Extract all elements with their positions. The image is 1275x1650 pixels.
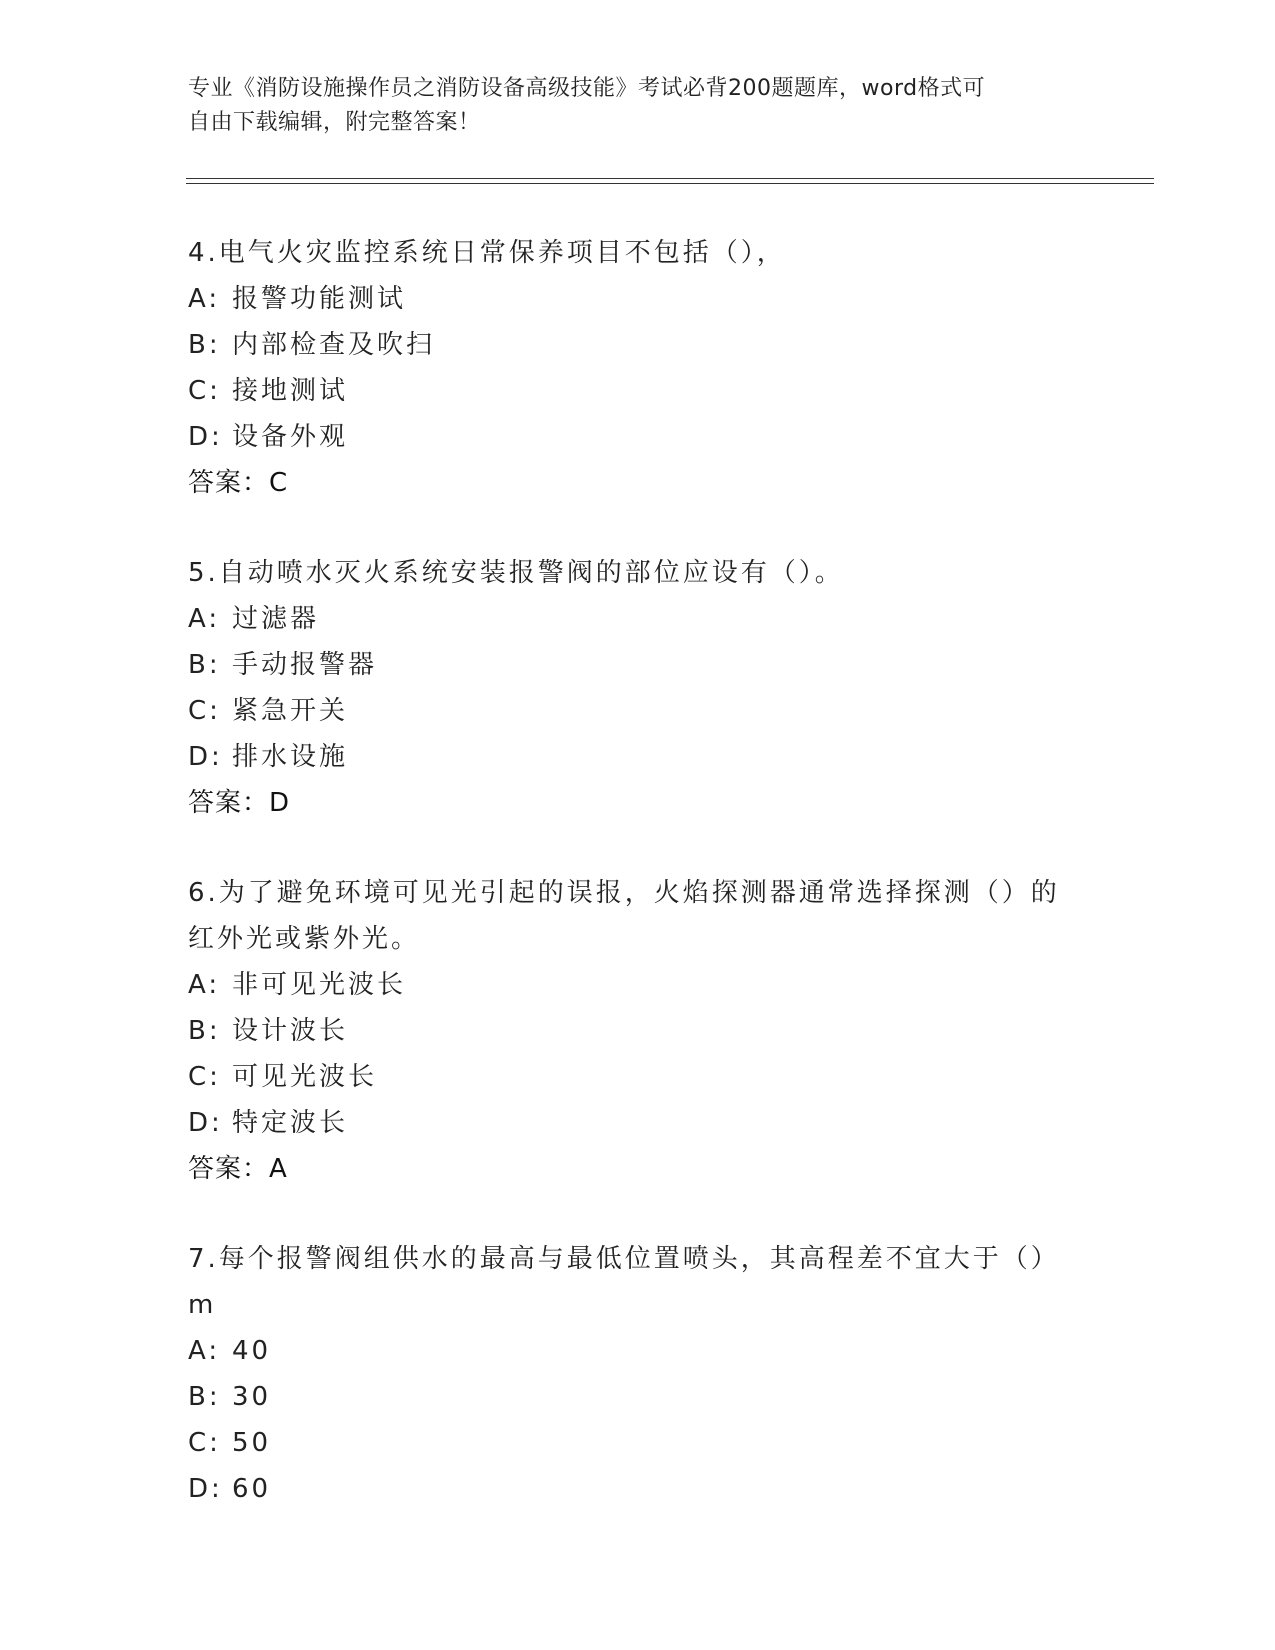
option-text: 60 xyxy=(232,1474,272,1504)
option-letter: B: xyxy=(188,650,221,680)
option-d xyxy=(188,414,1088,460)
option-d xyxy=(188,1466,1088,1512)
option-letter: A: xyxy=(188,970,221,1000)
answer-text: 答案：C xyxy=(188,468,289,498)
option-text: 手动报警器 xyxy=(232,650,378,680)
option-text: 接地测试 xyxy=(232,376,349,406)
option-letter: D: xyxy=(188,1474,223,1504)
question-spacer xyxy=(188,506,1088,550)
header-line-1: 专业《消防设施操作员之消防设备高级技能》考试必背200题题库，word格式可 xyxy=(188,76,986,101)
option-letter: D: xyxy=(188,1108,223,1138)
question-4 xyxy=(188,230,1088,506)
option-text: 排水设施 xyxy=(232,742,349,772)
option-letter: B: xyxy=(188,330,221,360)
question-text-line-2: 红外光或紫外光。 xyxy=(188,924,421,954)
option-text: 内部检查及吹扫 xyxy=(232,330,436,360)
header-line-2: 自由下载编辑，附完整答案！ xyxy=(188,110,481,135)
answer-text: 答案：A xyxy=(188,1154,288,1184)
question-text: 7.每个报警阀组供水的最高与最低位置喷头，其高程差不宜大于（）m xyxy=(188,1244,1060,1320)
option-d xyxy=(188,734,1088,780)
option-text: 30 xyxy=(232,1382,272,1412)
question-text: 5.自动喷水灭火系统安装报警阀的部位应设有（）。 xyxy=(188,558,844,588)
header-divider-bottom xyxy=(186,183,1154,184)
option-letter: C: xyxy=(188,376,221,406)
question-text-line-1: 6.为了避免环境可见光引起的误报，火焰探测器通常选择探测（）的 xyxy=(188,878,1060,908)
option-letter: A: xyxy=(188,284,221,314)
option-letter: C: xyxy=(188,1428,221,1458)
option-text: 可见光波长 xyxy=(232,1062,378,1092)
option-letter: A: xyxy=(188,604,221,634)
option-text: 报警功能测试 xyxy=(232,284,407,314)
option-a xyxy=(188,962,1088,1008)
option-text: 40 xyxy=(232,1336,272,1366)
question-7 xyxy=(188,1236,1088,1512)
option-b xyxy=(188,1374,1088,1420)
option-b xyxy=(188,322,1088,368)
option-letter: C: xyxy=(188,1062,221,1092)
option-letter: A: xyxy=(188,1336,221,1366)
option-b xyxy=(188,1008,1088,1054)
option-letter: B: xyxy=(188,1382,221,1412)
option-c xyxy=(188,368,1088,414)
question-6 xyxy=(188,870,1088,1192)
option-text: 非可见光波长 xyxy=(232,970,407,1000)
option-letter: B: xyxy=(188,1016,221,1046)
option-b xyxy=(188,642,1088,688)
option-d xyxy=(188,1100,1088,1146)
option-text: 设计波长 xyxy=(232,1016,349,1046)
option-text: 特定波长 xyxy=(232,1108,349,1138)
header-divider-top xyxy=(186,178,1154,179)
option-c xyxy=(188,688,1088,734)
question-text: 4.电气火灾监控系统日常保养项目不包括（）， xyxy=(188,238,786,268)
question-5 xyxy=(188,550,1088,826)
question-list xyxy=(188,230,1088,1512)
answer-text: 答案：D xyxy=(188,788,291,818)
question-spacer xyxy=(188,826,1088,870)
document-header xyxy=(188,72,1088,140)
option-text: 过滤器 xyxy=(232,604,320,634)
option-text: 设备外观 xyxy=(232,422,349,452)
option-a xyxy=(188,276,1088,322)
option-letter: D: xyxy=(188,742,223,772)
option-c xyxy=(188,1420,1088,1466)
option-letter: C: xyxy=(188,696,221,726)
question-spacer xyxy=(188,1192,1088,1236)
option-a xyxy=(188,596,1088,642)
option-text: 紧急开关 xyxy=(232,696,349,726)
option-text: 50 xyxy=(232,1428,272,1458)
option-a xyxy=(188,1328,1088,1374)
option-c xyxy=(188,1054,1088,1100)
option-letter: D: xyxy=(188,422,223,452)
